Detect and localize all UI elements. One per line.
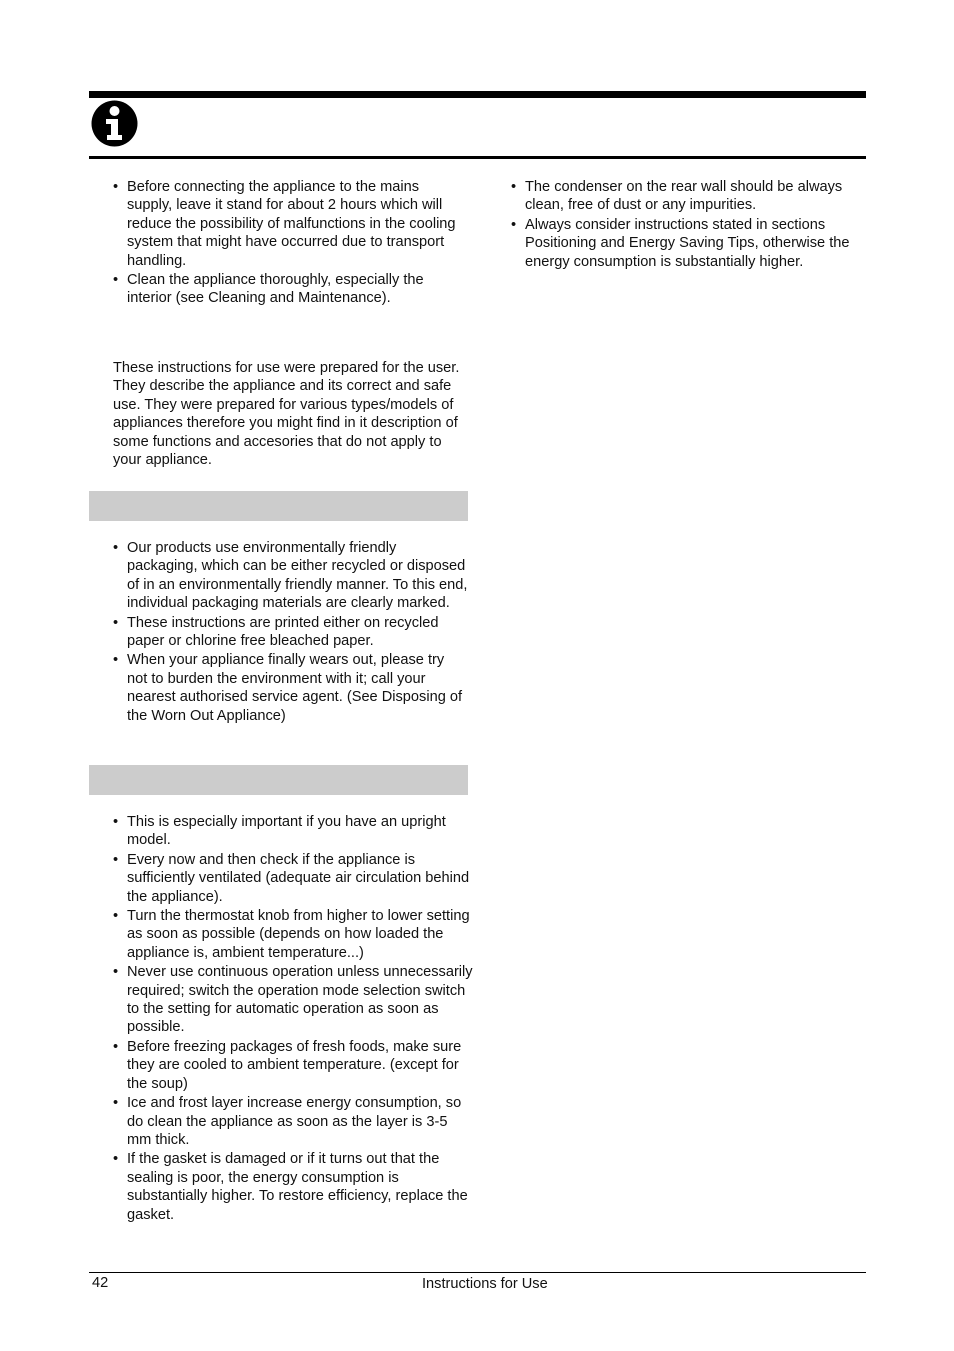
list-item: • These instructions are printed either on recycled paper or chlorine free bleached paper. xyxy=(113,614,468,651)
section-heading-band xyxy=(89,491,468,521)
list-item: • Every now and then check if the appliance is sufficiently ventilated (adequate air circulation behind the appliance). xyxy=(113,851,473,906)
header-top-rule xyxy=(89,91,866,98)
environment-section xyxy=(113,539,468,726)
energy-section xyxy=(113,813,473,1225)
instructions-paragraph-section xyxy=(113,359,468,469)
list-item: • The condenser on the rear wall should be always clean, free of dust or any impurities. xyxy=(511,178,866,215)
list-item: • This is especially important if you have an upright model. xyxy=(113,813,473,850)
list-item: • Before connecting the appliance to the mains supply, leave it stand for about 2 hours which will reduce the possibility of malfunctions in the cooling system that might have occurred due to transport handling. xyxy=(113,178,468,270)
list-item: • Clean the appliance thoroughly, especially the interior (see Cleaning and Maintenance). xyxy=(113,271,468,308)
header-bottom-rule xyxy=(89,156,866,159)
list-item: • Turn the thermostat knob from higher to lower setting as soon as possible (depends on how loaded the appliance is, ambient temperature...) xyxy=(113,907,473,962)
page-number: 42 xyxy=(92,1275,109,1291)
list-item: • If the gasket is damaged or if it turns out that the sealing is poor, the energy consumption is substantially higher. To restore efficiency, replace the gasket. xyxy=(113,1150,473,1224)
info-icon xyxy=(91,100,138,147)
right-column-section xyxy=(511,178,866,272)
list-item: • Never use continuous operation unless unnecessarily required; switch the operation mode selection switch to the setting for automatic operation as soon as possible. xyxy=(113,963,473,1037)
list-item: • Before freezing packages of fresh foods, make sure they are cooled to ambient temperature. (except for the soup) xyxy=(113,1038,473,1093)
footer-title: Instructions for Use xyxy=(422,1276,548,1292)
instructions-paragraph: These instructions for use were prepared for the user. They describe the appliance and its correct and safe use. They were prepared for various types/models of appliances therefore you might find in it description of some functions and accesories that do not apply to your appliance. xyxy=(113,360,460,469)
footer-rule xyxy=(89,1272,866,1273)
list-item: • Always consider instructions stated in sections Positioning and Energy Saving Tips, otherwise the energy consumption is substantially higher. xyxy=(511,216,866,271)
list-item: • When your appliance finally wears out, please try not to burden the environment with it; call your nearest authorised service agent. (See Disposing of the Worn Out Appliance) xyxy=(113,651,468,725)
intro-section xyxy=(113,178,468,309)
section-heading-band xyxy=(89,765,468,795)
list-item: • Our products use environmentally friendly packaging, which can be either recycled or disposed of in an environmentally friendly manner. To this end, individual packaging materials are clearly marked. xyxy=(113,539,468,613)
list-item: • Ice and frost layer increase energy consumption, so do clean the appliance as soon as the layer is 3-5 mm thick. xyxy=(113,1094,473,1149)
